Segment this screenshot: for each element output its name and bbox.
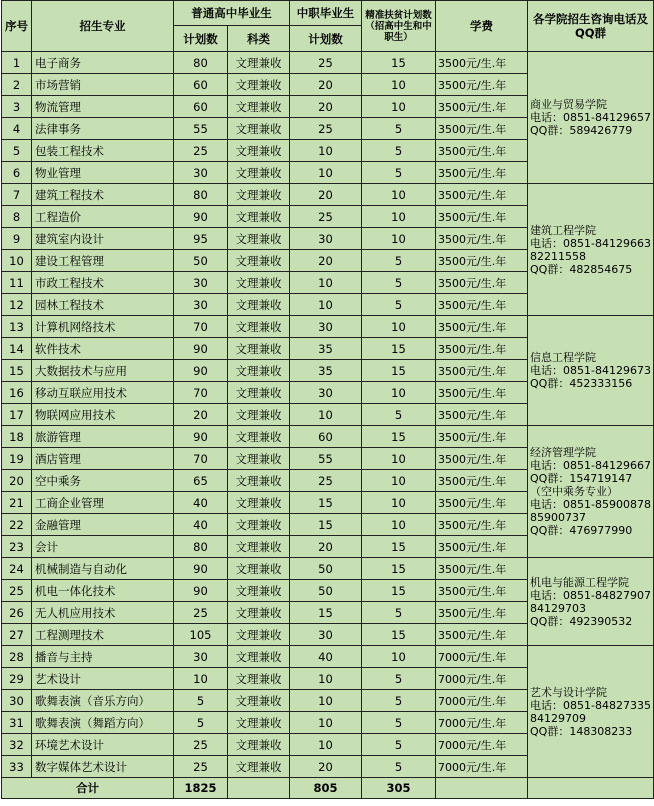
row-number: 10: [2, 250, 32, 272]
general-plan: 25: [174, 602, 228, 624]
poverty-plan: 15: [362, 52, 436, 74]
major-name: 会计: [32, 536, 174, 558]
major-name: 旅游管理: [32, 426, 174, 448]
vocational-plan: 10: [290, 294, 362, 316]
vocational-plan: 25: [290, 52, 362, 74]
poverty-plan: 15: [362, 536, 436, 558]
row-number: 3: [2, 96, 32, 118]
tuition-fee: 3500元/生.年: [436, 426, 528, 448]
major-name: 歌舞表演（舞蹈方向）: [32, 712, 174, 734]
general-plan: 10: [174, 668, 228, 690]
subject-type: 文理兼收: [228, 360, 290, 382]
table-row: [2, 558, 654, 580]
subject-type: 文理兼收: [228, 712, 290, 734]
contact-line: 84129709: [530, 711, 586, 725]
tuition-fee: 3500元/生.年: [436, 52, 528, 74]
vocational-plan: 35: [290, 360, 362, 382]
subject-type: 文理兼收: [228, 118, 290, 140]
vocational-plan: 25: [290, 206, 362, 228]
general-plan: 30: [174, 294, 228, 316]
subject-type: 文理兼收: [228, 206, 290, 228]
row-number: 26: [2, 602, 32, 624]
poverty-plan: 5: [362, 162, 436, 184]
general-plan: 20: [174, 404, 228, 426]
row-number: 11: [2, 272, 32, 294]
vocational-plan: 10: [290, 162, 362, 184]
vocational-plan: 15: [290, 492, 362, 514]
subject-type: 文理兼收: [228, 272, 290, 294]
vocational-plan: 10: [290, 140, 362, 162]
poverty-plan: 10: [362, 316, 436, 338]
table-row: [2, 52, 654, 74]
header-contact: 各学院招生咨询电话及QQ群: [528, 1, 654, 52]
contact-line: 电话：0851-84827907: [530, 588, 651, 602]
general-plan: 90: [174, 206, 228, 228]
header-subject: 科类: [228, 26, 290, 52]
row-number: 22: [2, 514, 32, 536]
major-name: 播音与主持: [32, 646, 174, 668]
poverty-plan: 5: [362, 668, 436, 690]
vocational-plan: 50: [290, 580, 362, 602]
poverty-plan: 5: [362, 140, 436, 162]
poverty-plan: 5: [362, 756, 436, 778]
vocational-plan: 30: [290, 316, 362, 338]
poverty-plan: 5: [362, 602, 436, 624]
contact-line: 建筑工程学院: [530, 223, 596, 237]
poverty-plan: 5: [362, 404, 436, 426]
tuition-fee: 7000元/生.年: [436, 756, 528, 778]
vocational-plan: 30: [290, 228, 362, 250]
row-number: 20: [2, 470, 32, 492]
major-name: 市场营销: [32, 74, 174, 96]
subject-type: 文理兼收: [228, 404, 290, 426]
subject-type: 文理兼收: [228, 558, 290, 580]
subject-type: 文理兼收: [228, 580, 290, 602]
contact-line: QQ群：452333156: [530, 377, 633, 390]
subject-type: 文理兼收: [228, 734, 290, 756]
vocational-plan: 10: [290, 734, 362, 756]
poverty-plan: 15: [362, 338, 436, 360]
row-number: 17: [2, 404, 32, 426]
general-plan: 60: [174, 74, 228, 96]
poverty-plan: 10: [362, 74, 436, 96]
poverty-plan: 5: [362, 690, 436, 712]
tuition-fee: 3500元/生.年: [436, 580, 528, 602]
tuition-fee: 7000元/生.年: [436, 712, 528, 734]
general-plan: 25: [174, 734, 228, 756]
major-name: 机械制造与自动化: [32, 558, 174, 580]
tuition-fee: 3500元/生.年: [436, 360, 528, 382]
row-number: 6: [2, 162, 32, 184]
poverty-plan: 10: [362, 184, 436, 206]
major-name: 计算机网络技术: [32, 316, 174, 338]
vocational-plan: 10: [290, 404, 362, 426]
subject-type: 文理兼收: [228, 74, 290, 96]
row-number: 5: [2, 140, 32, 162]
subject-type: 文理兼收: [228, 492, 290, 514]
general-plan: 90: [174, 338, 228, 360]
row-number: 1: [2, 52, 32, 74]
header-vocational-plan: 计划数: [290, 26, 362, 52]
contact-line: 电话：0851-84129663: [530, 236, 651, 250]
vocational-plan: 50: [290, 558, 362, 580]
contact-line: 商业与贸易学院: [530, 98, 607, 111]
major-name: 移动互联应用技术: [32, 382, 174, 404]
contact-line: 电话：0851-84129657: [530, 111, 651, 124]
vocational-plan: 10: [290, 272, 362, 294]
subject-type: 文理兼收: [228, 294, 290, 316]
table-row: [2, 426, 654, 448]
tuition-fee: 7000元/生.年: [436, 690, 528, 712]
subject-type: 文理兼收: [228, 536, 290, 558]
poverty-plan: 10: [362, 382, 436, 404]
general-plan: 70: [174, 448, 228, 470]
major-name: 建筑室内设计: [32, 228, 174, 250]
poverty-plan: 10: [362, 646, 436, 668]
header-poverty-plan: 精准扶贫计划数（招高中生和中职生）: [362, 1, 436, 52]
general-plan: 90: [174, 580, 228, 602]
contact-line: 85900737: [530, 511, 586, 524]
tuition-fee: 3500元/生.年: [436, 294, 528, 316]
subject-type: 文理兼收: [228, 140, 290, 162]
college-contact: [528, 184, 654, 316]
row-number: 33: [2, 756, 32, 778]
row-number: 27: [2, 624, 32, 646]
general-plan: 30: [174, 272, 228, 294]
general-plan: 80: [174, 536, 228, 558]
vocational-plan: 10: [290, 712, 362, 734]
contact-line: 机电与能源工程学院: [530, 575, 629, 589]
table-row: [2, 184, 654, 206]
total-plan: 1825: [174, 778, 228, 799]
tuition-fee: 3500元/生.年: [436, 250, 528, 272]
row-number: 12: [2, 294, 32, 316]
major-name: 机电一体化技术: [32, 580, 174, 602]
vocational-plan: 20: [290, 536, 362, 558]
major-name: 环境艺术设计: [32, 734, 174, 756]
contact-line: QQ群：148308233: [530, 724, 633, 738]
major-name: 空中乘务: [32, 470, 174, 492]
major-name: 金融管理: [32, 514, 174, 536]
vocational-plan: 20: [290, 250, 362, 272]
college-contact: [528, 558, 654, 646]
subject-type: 文理兼收: [228, 668, 290, 690]
subject-type: 文理兼收: [228, 690, 290, 712]
total-row: [2, 778, 654, 799]
vocational-plan: 10: [290, 690, 362, 712]
poverty-plan: 15: [362, 360, 436, 382]
tuition-fee: 3500元/生.年: [436, 74, 528, 96]
major-name: 包装工程技术: [32, 140, 174, 162]
poverty-plan: 10: [362, 470, 436, 492]
enrollment-table: [1, 0, 654, 799]
general-plan: 55: [174, 118, 228, 140]
major-name: 工程测理技术: [32, 624, 174, 646]
vocational-plan: 15: [290, 602, 362, 624]
poverty-plan: 10: [362, 228, 436, 250]
college-contact: [528, 646, 654, 778]
vocational-plan: 30: [290, 382, 362, 404]
contact-line: 电话：0851-85900878: [530, 498, 651, 511]
tuition-fee: 3500元/生.年: [436, 316, 528, 338]
contact-line: QQ群：589426779: [530, 124, 633, 137]
vocational-plan: 25: [290, 118, 362, 140]
major-name: 建筑工程技术: [32, 184, 174, 206]
poverty-plan: 15: [362, 580, 436, 602]
tuition-fee: 3500元/生.年: [436, 624, 528, 646]
row-number: 9: [2, 228, 32, 250]
tuition-fee: 3500元/生.年: [436, 228, 528, 250]
major-name: 数字媒体艺术设计: [32, 756, 174, 778]
contact-line: QQ群：492390532: [530, 614, 633, 628]
major-name: 市政工程技术: [32, 272, 174, 294]
major-name: 电子商务: [32, 52, 174, 74]
tuition-fee: 3500元/生.年: [436, 602, 528, 624]
major-name: 歌舞表演（音乐方向）: [32, 690, 174, 712]
poverty-plan: 5: [362, 250, 436, 272]
poverty-plan: 10: [362, 96, 436, 118]
general-plan: 90: [174, 426, 228, 448]
tuition-fee: 3500元/生.年: [436, 272, 528, 294]
subject-type: 文理兼收: [228, 382, 290, 404]
general-plan: 70: [174, 316, 228, 338]
row-number: 19: [2, 448, 32, 470]
contact-line: 电话：0851-84827335: [530, 698, 651, 712]
general-plan: 40: [174, 492, 228, 514]
tuition-fee: 3500元/生.年: [436, 118, 528, 140]
subject-type: 文理兼收: [228, 162, 290, 184]
tuition-fee: 3500元/生.年: [436, 470, 528, 492]
row-number: 21: [2, 492, 32, 514]
major-name: 软件技术: [32, 338, 174, 360]
tuition-fee: 3500元/生.年: [436, 382, 528, 404]
table-row: [2, 646, 654, 668]
tuition-fee: 7000元/生.年: [436, 646, 528, 668]
row-number: 31: [2, 712, 32, 734]
general-plan: 25: [174, 140, 228, 162]
major-name: 法律事务: [32, 118, 174, 140]
header-fee: 学费: [436, 1, 528, 52]
total-vocational: 805: [290, 778, 362, 799]
poverty-plan: 10: [362, 492, 436, 514]
header-general-group: 普通高中毕业生: [174, 1, 290, 26]
general-plan: 50: [174, 250, 228, 272]
poverty-plan: 5: [362, 294, 436, 316]
subject-type: 文理兼收: [228, 514, 290, 536]
tuition-fee: 3500元/生.年: [436, 514, 528, 536]
row-number: 4: [2, 118, 32, 140]
general-plan: 65: [174, 470, 228, 492]
major-name: 物流管理: [32, 96, 174, 118]
contact-line: QQ群：476977990: [530, 524, 633, 537]
general-plan: 95: [174, 228, 228, 250]
poverty-plan: 5: [362, 734, 436, 756]
tuition-fee: 3500元/生.年: [436, 448, 528, 470]
subject-type: 文理兼收: [228, 250, 290, 272]
major-name: 物业管理: [32, 162, 174, 184]
general-plan: 80: [174, 184, 228, 206]
general-plan: 80: [174, 52, 228, 74]
row-number: 14: [2, 338, 32, 360]
subject-type: 文理兼收: [228, 756, 290, 778]
contact-line: 电话：0851-84129673: [530, 364, 651, 377]
row-number: 24: [2, 558, 32, 580]
contact-line: QQ群：154719147: [530, 472, 633, 485]
subject-type: 文理兼收: [228, 602, 290, 624]
general-plan: 25: [174, 756, 228, 778]
total-label: 合计: [2, 778, 174, 799]
header-vocational-group: 中职毕业生: [290, 1, 362, 26]
subject-type: 文理兼收: [228, 184, 290, 206]
contact-line: （空中乘务专业）: [530, 485, 618, 498]
major-name: 工商企业管理: [32, 492, 174, 514]
row-number: 30: [2, 690, 32, 712]
vocational-plan: 20: [290, 74, 362, 96]
header-major: 招生专业: [32, 1, 174, 52]
general-plan: 5: [174, 690, 228, 712]
vocational-plan: 35: [290, 338, 362, 360]
subject-type: 文理兼收: [228, 338, 290, 360]
major-name: 建设工程管理: [32, 250, 174, 272]
poverty-plan: 10: [362, 514, 436, 536]
tuition-fee: 3500元/生.年: [436, 206, 528, 228]
subject-type: 文理兼收: [228, 646, 290, 668]
header-plan: 计划数: [174, 26, 228, 52]
tuition-fee: 3500元/生.年: [436, 184, 528, 206]
college-contact: [528, 52, 654, 184]
tuition-fee: 3500元/生.年: [436, 140, 528, 162]
general-plan: 105: [174, 624, 228, 646]
major-name: 工程造价: [32, 206, 174, 228]
poverty-plan: 10: [362, 448, 436, 470]
row-number: 18: [2, 426, 32, 448]
row-number: 2: [2, 74, 32, 96]
subject-type: 文理兼收: [228, 96, 290, 118]
college-contact: [528, 426, 654, 558]
vocational-plan: 30: [290, 624, 362, 646]
tuition-fee: 3500元/生.年: [436, 404, 528, 426]
tuition-fee: 3500元/生.年: [436, 492, 528, 514]
row-number: 25: [2, 580, 32, 602]
vocational-plan: 20: [290, 96, 362, 118]
tuition-fee: 7000元/生.年: [436, 668, 528, 690]
contact-line: 信息工程学院: [530, 351, 596, 364]
contact-line: 84129703: [530, 601, 586, 615]
tuition-fee: 3500元/生.年: [436, 162, 528, 184]
vocational-plan: 15: [290, 514, 362, 536]
row-number: 32: [2, 734, 32, 756]
vocational-plan: 10: [290, 668, 362, 690]
subject-type: 文理兼收: [228, 448, 290, 470]
general-plan: 90: [174, 558, 228, 580]
vocational-plan: 20: [290, 756, 362, 778]
row-number: 8: [2, 206, 32, 228]
major-name: 物联网应用技术: [32, 404, 174, 426]
general-plan: 30: [174, 646, 228, 668]
vocational-plan: 55: [290, 448, 362, 470]
vocational-plan: 20: [290, 184, 362, 206]
tuition-fee: 7000元/生.年: [436, 734, 528, 756]
row-number: 23: [2, 536, 32, 558]
general-plan: 40: [174, 514, 228, 536]
tuition-fee: 3500元/生.年: [436, 558, 528, 580]
vocational-plan: 40: [290, 646, 362, 668]
general-plan: 5: [174, 712, 228, 734]
table-row: [2, 316, 654, 338]
row-number: 13: [2, 316, 32, 338]
subject-type: 文理兼收: [228, 624, 290, 646]
poverty-plan: 15: [362, 426, 436, 448]
major-name: 园林工程技术: [32, 294, 174, 316]
subject-type: 文理兼收: [228, 228, 290, 250]
major-name: 大数据技术与应用: [32, 360, 174, 382]
row-number: 28: [2, 646, 32, 668]
major-name: 无人机应用技术: [32, 602, 174, 624]
subject-type: 文理兼收: [228, 316, 290, 338]
tuition-fee: 3500元/生.年: [436, 536, 528, 558]
poverty-plan: 15: [362, 558, 436, 580]
general-plan: 90: [174, 360, 228, 382]
row-number: 15: [2, 360, 32, 382]
poverty-plan: 5: [362, 712, 436, 734]
poverty-plan: 5: [362, 272, 436, 294]
general-plan: 30: [174, 162, 228, 184]
poverty-plan: 10: [362, 206, 436, 228]
general-plan: 60: [174, 96, 228, 118]
vocational-plan: 60: [290, 426, 362, 448]
contact-line: 艺术与设计学院: [530, 685, 607, 699]
contact-line: 82211558: [530, 249, 586, 263]
vocational-plan: 25: [290, 470, 362, 492]
major-name: 酒店管理: [32, 448, 174, 470]
total-poverty: 305: [362, 778, 436, 799]
poverty-plan: 15: [362, 624, 436, 646]
row-number: 29: [2, 668, 32, 690]
tuition-fee: 3500元/生.年: [436, 96, 528, 118]
contact-line: 经济管理学院: [530, 446, 596, 459]
subject-type: 文理兼收: [228, 426, 290, 448]
major-name: 艺术设计: [32, 668, 174, 690]
header-seq: 序号: [2, 1, 32, 52]
contact-line: QQ群：482854675: [530, 262, 633, 276]
row-number: 16: [2, 382, 32, 404]
poverty-plan: 5: [362, 118, 436, 140]
subject-type: 文理兼收: [228, 470, 290, 492]
contact-line: 电话：0851-84129667: [530, 459, 651, 472]
tuition-fee: 3500元/生.年: [436, 338, 528, 360]
subject-type: 文理兼收: [228, 52, 290, 74]
row-number: 7: [2, 184, 32, 206]
college-contact: [528, 316, 654, 426]
general-plan: 70: [174, 382, 228, 404]
